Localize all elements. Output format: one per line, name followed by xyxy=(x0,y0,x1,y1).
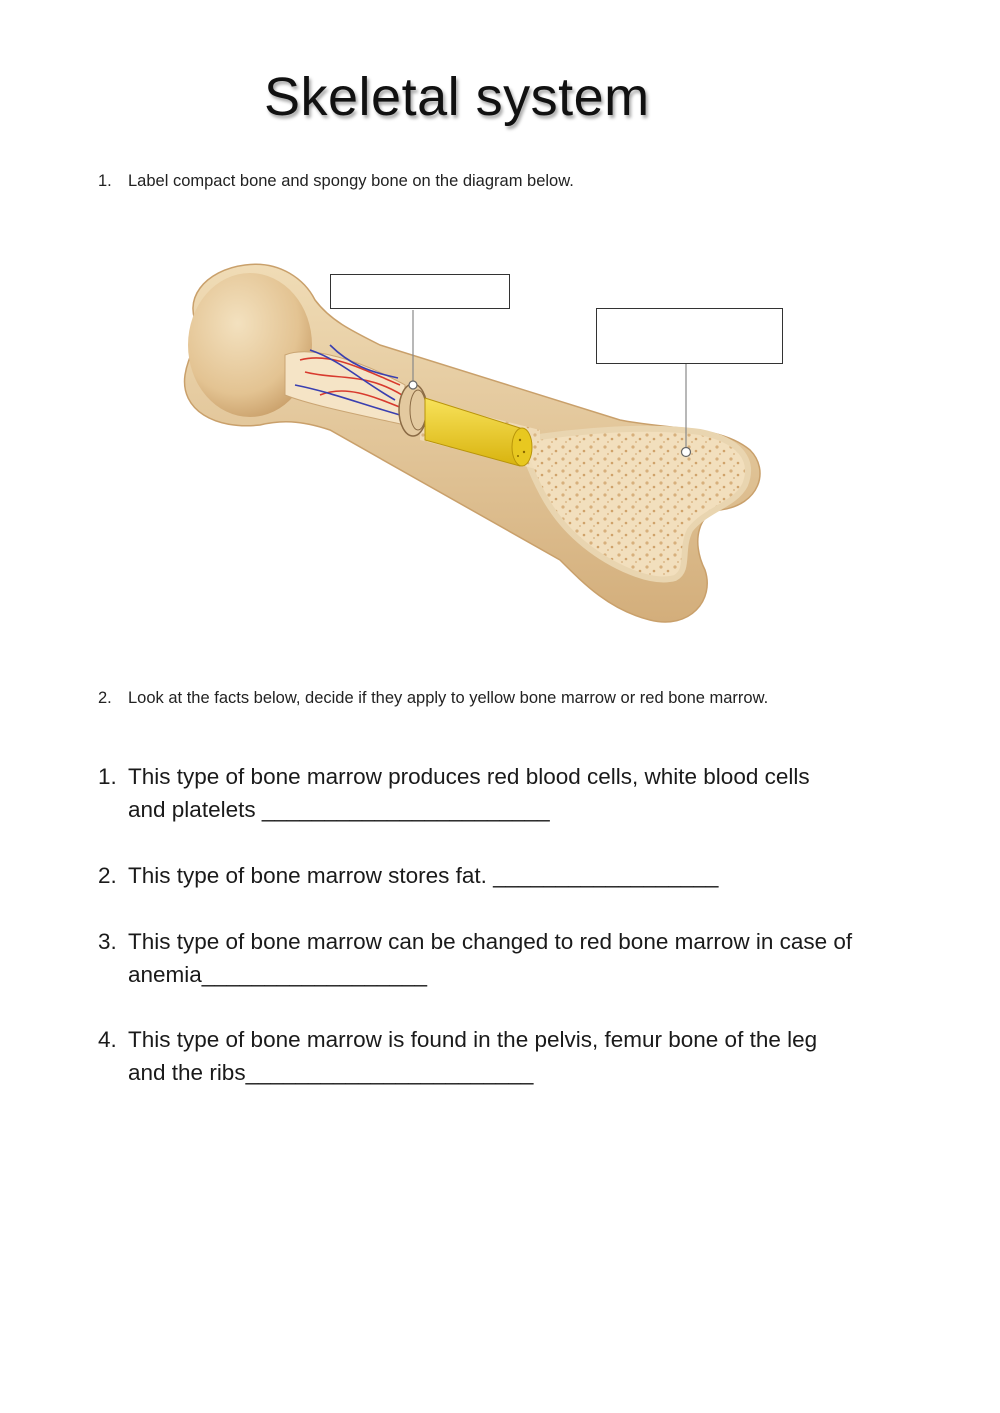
question-number: 2. xyxy=(98,863,117,888)
question-number: 4. xyxy=(98,1027,117,1052)
periosteum-ring xyxy=(399,384,427,436)
instruction-text: Label compact bone and spongy bone on the diagram below. xyxy=(128,172,574,190)
bone-diagram xyxy=(0,0,1000,660)
question-text: This type of bone marrow can be changed to red bone marrow in case of xyxy=(128,929,853,954)
question-text-with-answer-line[interactable]: This type of bone marrow stores fat. __________________ xyxy=(128,863,719,888)
question-text: This type of bone marrow is found in the pelvis, femur bone of the leg xyxy=(128,1027,818,1052)
question-answer-line[interactable]: and platelets _______________________ xyxy=(128,797,550,822)
spongy-bone-label-box[interactable] xyxy=(596,308,783,364)
compact-bone-pointer xyxy=(409,381,417,389)
question-number: 3. xyxy=(98,929,117,954)
instruction-number: 1. xyxy=(98,172,112,190)
question-answer-line[interactable]: anemia__________________ xyxy=(128,962,428,987)
compact-bone-label-box[interactable] xyxy=(330,274,510,309)
instruction-text: Look at the facts below, decide if they apply to yellow bone marrow or red bone marrow. xyxy=(128,689,769,707)
instruction-number: 2. xyxy=(98,689,112,707)
question-number: 1. xyxy=(98,764,117,789)
question-text: This type of bone marrow produces red blood cells, white blood cells xyxy=(128,764,810,789)
page-title: Skeletal system xyxy=(264,67,650,127)
question-answer-line[interactable]: and the ribs_______________________ xyxy=(128,1060,534,1085)
spongy-bone-pointer xyxy=(682,448,691,457)
